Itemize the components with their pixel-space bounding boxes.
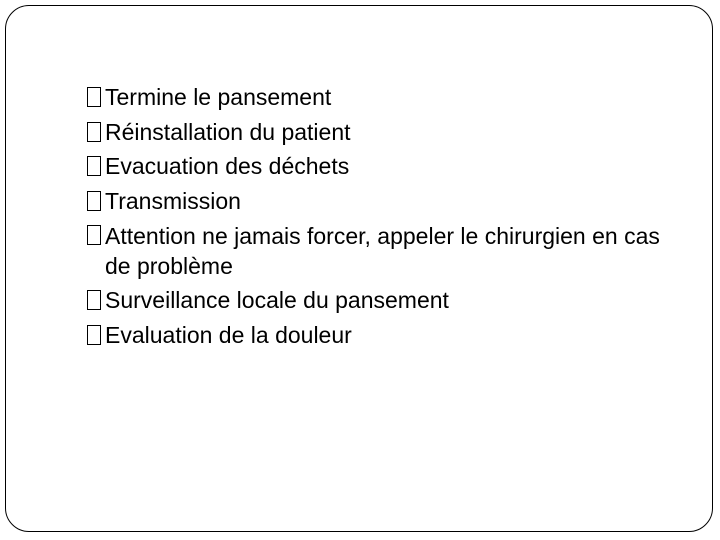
list-item-text: Evaluation de la douleur — [105, 321, 352, 348]
square-box-icon — [87, 225, 101, 245]
bullet-list — [87, 80, 687, 352]
list-item-text: Surveillance locale du pansement — [105, 287, 449, 313]
square-box-icon — [87, 122, 101, 142]
list-item-text: Evacuation des déchets — [105, 153, 350, 179]
square-box-icon — [87, 87, 101, 107]
list-item — [87, 115, 687, 150]
square-box-icon — [87, 156, 101, 176]
square-box-icon — [87, 290, 101, 310]
slide-frame — [5, 5, 713, 532]
list-item — [87, 218, 687, 283]
square-box-icon — [87, 191, 101, 211]
square-box-icon — [87, 325, 101, 345]
list-item — [87, 80, 687, 115]
list-item-text: Termine le pansement — [105, 84, 332, 110]
list-item-text: Transmission — [105, 187, 241, 214]
list-item — [87, 283, 687, 318]
list-item — [87, 184, 687, 219]
list-item — [87, 318, 687, 353]
list-item-text: Attention ne jamais forcer, appeler le chirurgien en cas de problème — [105, 223, 660, 279]
list-item-text: Réinstallation du patient — [105, 118, 351, 145]
list-item — [87, 149, 687, 184]
